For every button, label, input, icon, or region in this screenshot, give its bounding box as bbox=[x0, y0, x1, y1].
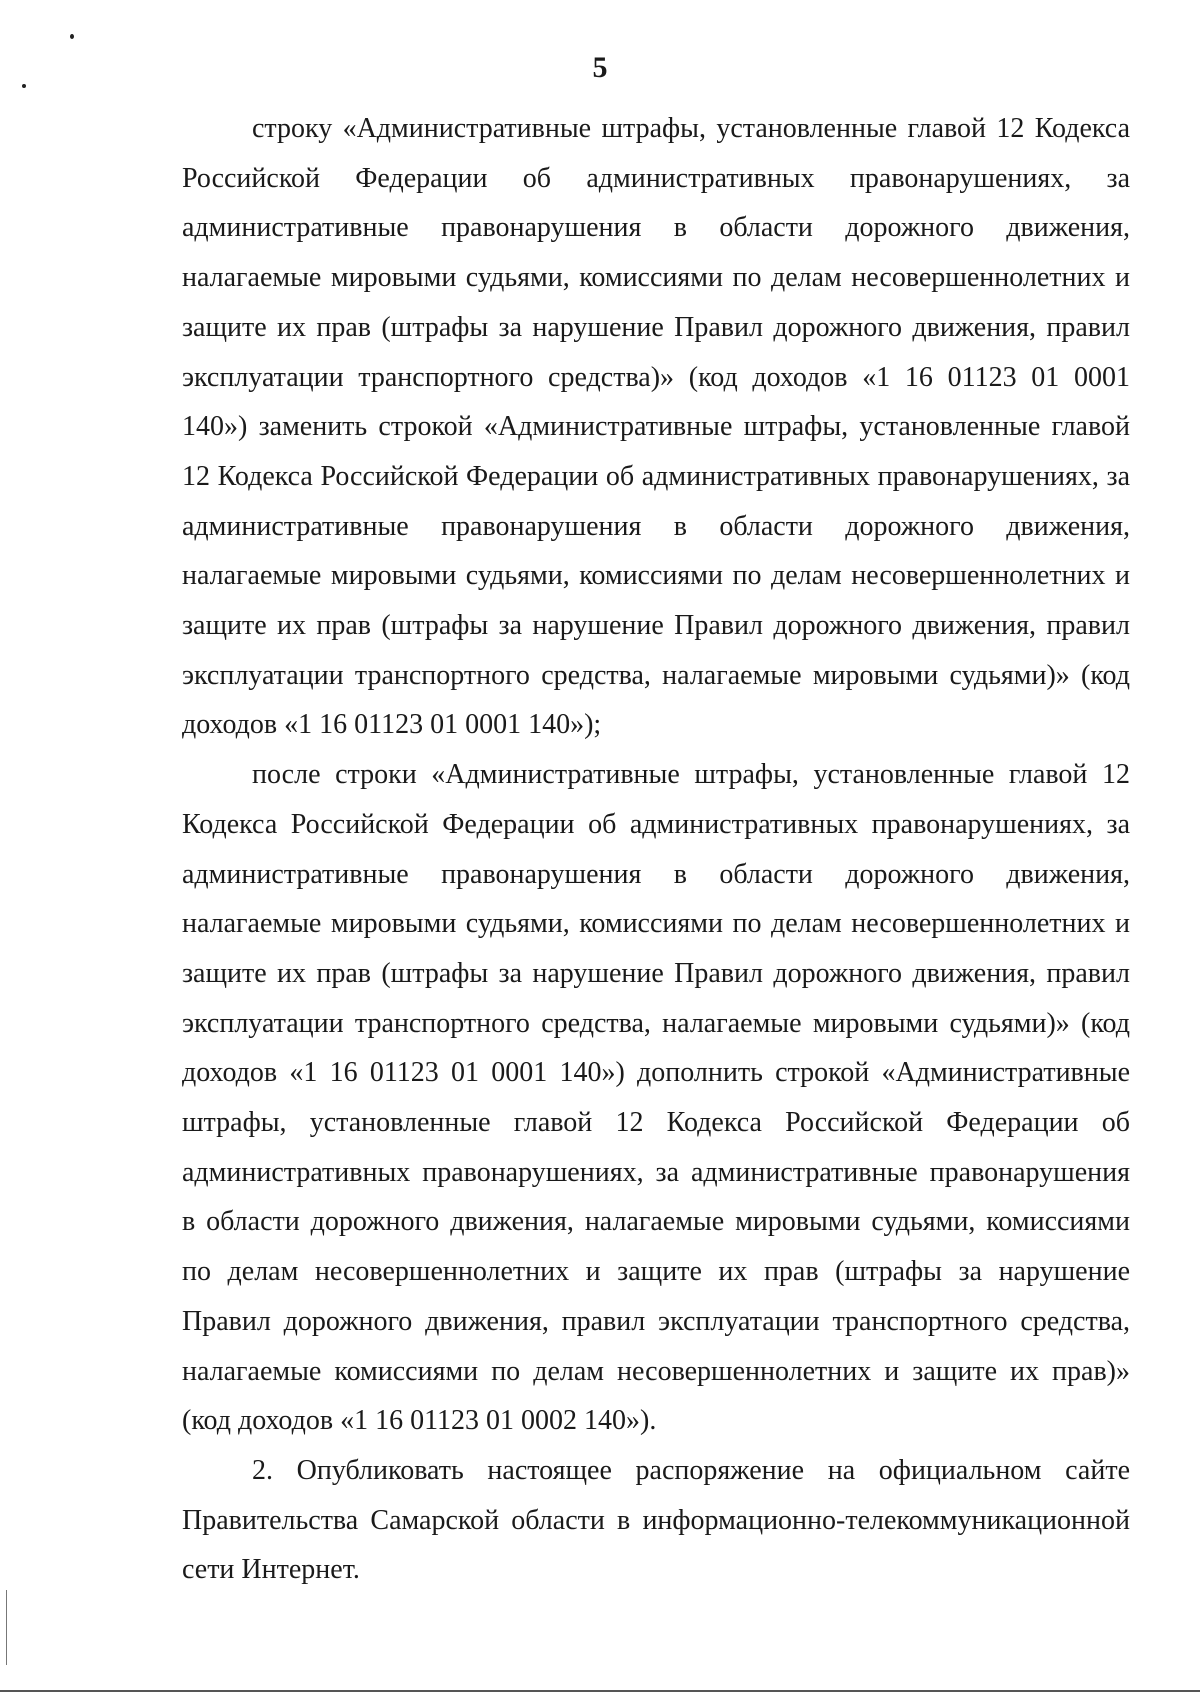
scan-speck bbox=[22, 84, 26, 88]
scan-edge-line bbox=[6, 1590, 7, 1665]
paragraph-replace-line: строку «Административные штрафы, установленные главой 12 Кодекса Российской Федерации об административных правонарушениях, за административные правонарушения в области дорожного движения, налагаемые мировыми судьями, комиссиями по делам несовершеннолетних и защите их прав (штрафы за нарушение Правил дорожного движения, правил эксплуатации транспортного средства)» (код доходов «1 16 01123 01 0001 140») заменить строкой «Административные штрафы, установленные главой 12 Кодекса Российской Федерации об административных правонарушениях, за административные правонарушения в области дорожного движения, налагаемые мировыми судьями, комиссиями по делам несовершеннолетних и защите их прав (штрафы за нарушение Правил дорожного движения, правил эксплуатации транспортного средства, налагаемые мировыми судьями)» (код доходов «1 16 01123 01 0001 140»); bbox=[182, 113, 1130, 741]
paragraph-publish-item: 2. Опубликовать настоящее распоряжение на официальном сайте Правительства Самарской области в информационно-телекоммуникационной сети Интернет. bbox=[182, 1454, 1130, 1586]
document-body bbox=[182, 104, 1130, 1595]
page-number: 5 bbox=[592, 51, 608, 84]
page-bottom-edge bbox=[0, 1690, 1200, 1692]
scan-speck bbox=[70, 34, 74, 39]
paragraph-add-line: после строки «Административные штрафы, установленные главой 12 Кодекса Российской Федерации об административных правонарушениях, за административные правонарушения в области дорожного движения, налагаемые мировыми судьями, комиссиями по делам несовершеннолетних и защите их прав (штрафы за нарушение Правил дорожного движения, правил эксплуатации транспортного средства, налагаемые мировыми судьями)» (код доходов «1 16 01123 01 0001 140») дополнить строкой «Административные штрафы, установленные главой 12 Кодекса Российской Федерации об административных правонарушениях, за административные правонарушения в области дорожного движения, налагаемые мировыми судьями, комиссиями по делам несовершеннолетних и защите их прав (штрафы за нарушение Правил дорожного движения, правил эксплуатации транспортного средства, налагаемые комиссиями по делам несовершеннолетних и защите их прав)» (код доходов «1 16 01123 01 0002 140»). bbox=[182, 759, 1130, 1437]
